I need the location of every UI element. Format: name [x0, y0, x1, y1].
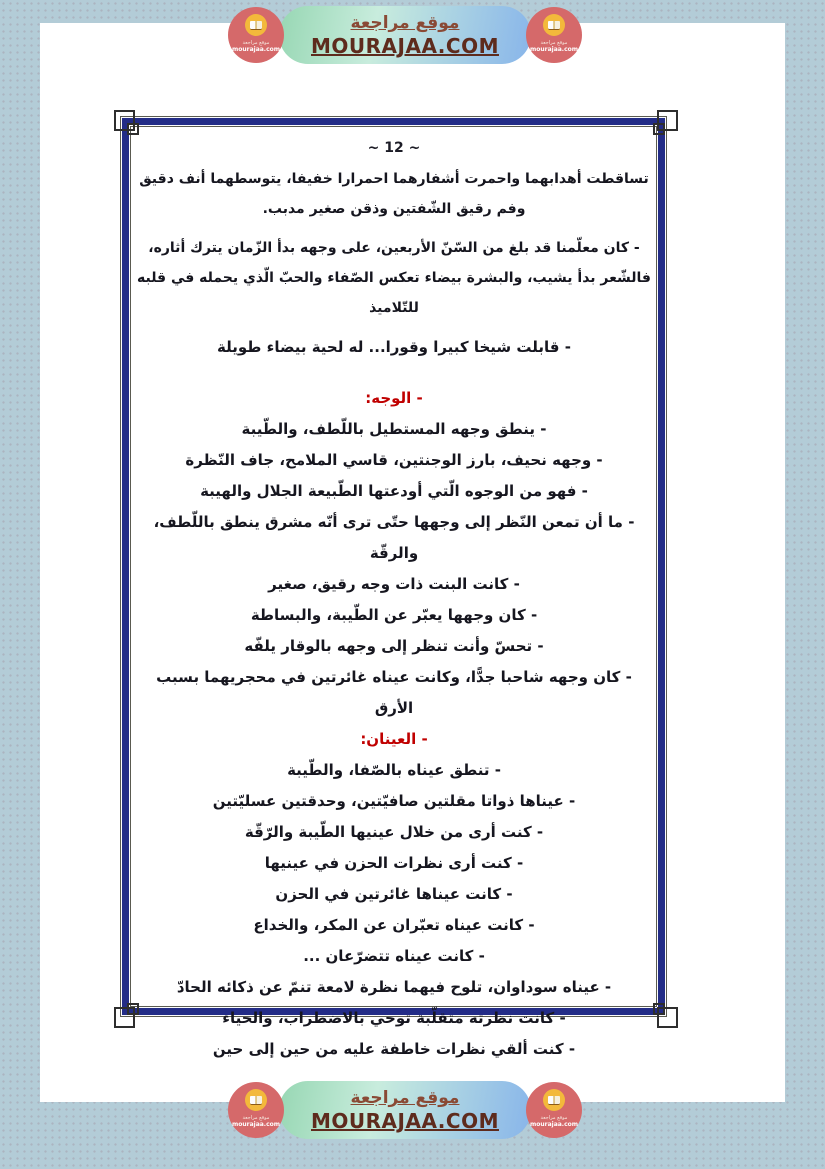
book-icon — [250, 21, 262, 30]
banner-pill — [279, 6, 531, 64]
site-name-link[interactable]: موقع مراجعة — [350, 13, 460, 33]
book-icon — [548, 1096, 560, 1105]
logo-circle — [543, 1089, 565, 1111]
section-heading-eyes: - العينان: — [360, 730, 428, 748]
doc-line: - فهو من الوجوه الّتي أودعتها الطّبيعة الجلال والهيبة — [200, 482, 588, 500]
page-number: ~ 12 ~ — [367, 140, 421, 156]
doc-line: - تنطق عيناه بالصّفا، والطّيبة — [287, 761, 501, 779]
logo-circle — [245, 1089, 267, 1111]
doc-line: - ما أن تمعن النّظر إلى وجهها حتّى ترى أنّه مشرق ينطق باللّطف، والرقّة — [153, 513, 635, 562]
doc-line: - وجهه نحيف، بارز الوجنتين، قاسي الملامح، جاف النّظرة — [185, 451, 603, 469]
site-logo-badge — [526, 1082, 582, 1138]
doc-line: - تحسّ وأنت تنظر إلى وجهه بالوقار يلفّه — [244, 637, 544, 655]
badge-site-name: موقع مراجعة — [540, 1115, 568, 1121]
badge-domain: mourajaa.com — [529, 46, 579, 53]
site-banner-top — [228, 6, 582, 64]
doc-line: - كنت أرى من خلال عينيها الطّيبة والرّقّة — [244, 823, 544, 841]
badge-site-name: موقع مراجعة — [242, 1115, 270, 1121]
doc-line: - كانت عيناها غائرتين في الحزن — [275, 885, 513, 903]
document-body — [137, 138, 651, 1065]
doc-line: - كان وجهه شاحبا جدًّا، وكانت عيناه غائرتين في محجريهما بسبب الأرق — [156, 668, 632, 717]
badge-domain: mourajaa.com — [231, 1121, 281, 1128]
book-icon — [250, 1096, 262, 1105]
site-banner-bottom — [228, 1081, 582, 1139]
book-icon — [548, 21, 560, 30]
frame-corner-ornament — [657, 110, 678, 131]
paragraph: - كان معلّمنا قد بلغ من السّنّ الأربعين، على وجهه بدأ الزّمان يترك أثاره، فالشّعر بدأ يشيب، والبشرة بيضاء تعكس الصّفاء والحبّ الّذي يحمله في قلبه للتّلاميذ — [137, 240, 651, 316]
paragraph: تساقطت أهدابهما واحمرت أشفارهما احمرارا خفيفا، يتوسطهما أنف دقيق وفم رقيق الشّفتين وذقن صغير مدبب. — [139, 171, 649, 217]
section-heading-face: - الوجه: — [365, 389, 423, 407]
site-name-link[interactable]: موقع مراجعة — [350, 1088, 460, 1108]
site-logo-badge — [526, 7, 582, 63]
badge-site-name: موقع مراجعة — [540, 40, 568, 46]
doc-line: - عيناه سوداوان، تلوح فيهما نظرة لامعة تنمّ عن ذكائه الحادّ — [176, 978, 612, 996]
doc-line: - ينطق وجهه المستطيل باللّطف، والطّيبة — [241, 420, 547, 438]
banner-pill — [279, 1081, 531, 1139]
frame-corner-ornament — [114, 110, 135, 131]
logo-circle — [245, 14, 267, 36]
badge-domain: mourajaa.com — [529, 1121, 579, 1128]
doc-line: - كانت نظرته متقلّبة توحي بالاضطراب، والحياء — [222, 1009, 566, 1027]
doc-line: - كانت عيناه تعبّران عن المكر، والخداع — [253, 916, 535, 934]
site-domain-link[interactable]: MOURAJAA.COM — [311, 1109, 499, 1133]
doc-line: - كنت ألقي نظرات خاطفة عليه من حين إلى حين — [212, 1040, 576, 1058]
doc-line: - كنت أرى نظرات الحزن في عينيها — [264, 854, 524, 872]
site-domain-link[interactable]: MOURAJAA.COM — [311, 34, 499, 58]
badge-domain: mourajaa.com — [231, 46, 281, 53]
frame-corner-ornament — [657, 1007, 678, 1028]
doc-line: - كان وجهها يعبّر عن الطّيبة، والبساطة — [250, 606, 538, 624]
site-logo-badge — [228, 7, 284, 63]
doc-line: - كانت البنت ذات وجه رقيق، صغير — [268, 575, 520, 593]
frame-corner-ornament — [114, 1007, 135, 1028]
site-logo-badge — [228, 1082, 284, 1138]
doc-line: - كانت عيناه تتضرّعان ... — [303, 947, 485, 965]
doc-line: - قابلت شيخا كبيرا وقورا... له لحية بيضاء طويلة — [217, 338, 571, 356]
doc-line: - عيناها ذواتا مقلتين صافيّتين، وحدقتين عسليّتين — [212, 792, 576, 810]
logo-circle — [543, 14, 565, 36]
badge-site-name: موقع مراجعة — [242, 40, 270, 46]
